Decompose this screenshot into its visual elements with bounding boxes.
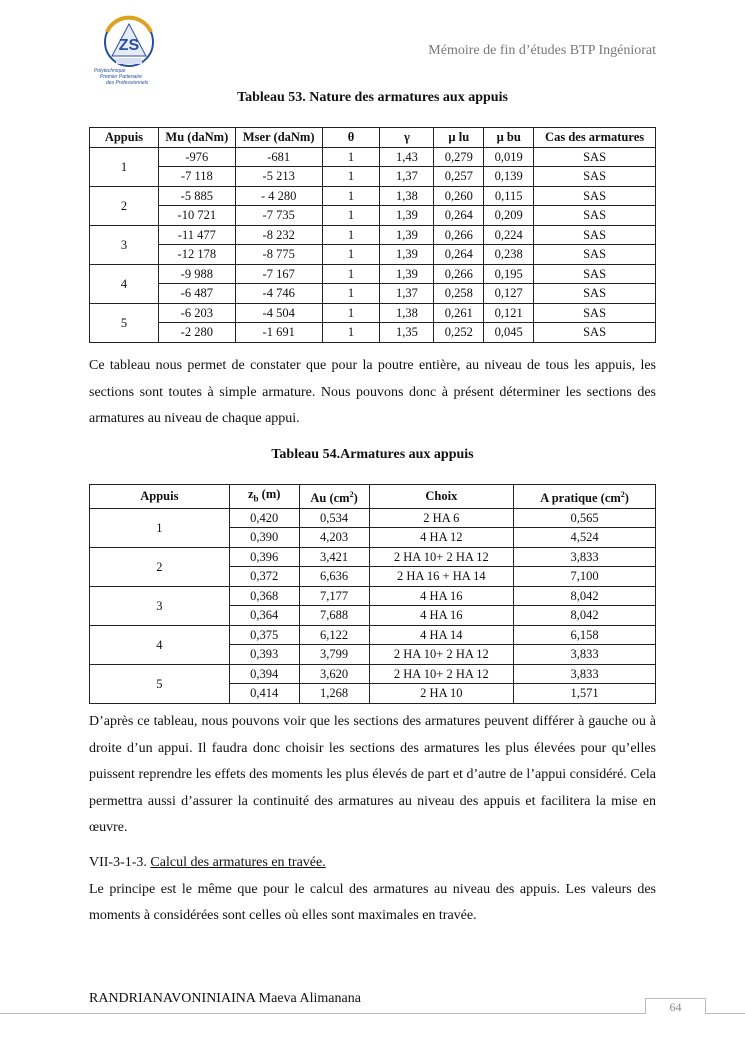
table-cell: -7 167 xyxy=(235,264,322,284)
table-cell: 0,565 xyxy=(514,508,656,528)
table-cell: 3,833 xyxy=(514,664,656,684)
logo-caption-line1: Polytechnique xyxy=(94,68,126,74)
table-cell: -8 232 xyxy=(235,225,322,245)
table-cell: 3,421 xyxy=(299,547,369,567)
table-cell: -8 775 xyxy=(235,245,322,265)
table-row xyxy=(90,147,656,167)
table-cell: 2 HA 16 + HA 14 xyxy=(369,567,514,587)
table-cell: - 4 280 xyxy=(235,186,322,206)
table-cell: 1 xyxy=(322,323,380,343)
table54-header-3: Choix xyxy=(369,485,514,509)
table-row xyxy=(90,264,656,284)
table-cell: 1 xyxy=(322,303,380,323)
table53-header-3: θ xyxy=(322,128,380,148)
appui-cell: 2 xyxy=(90,547,230,586)
table53-header-6: µ bu xyxy=(484,128,534,148)
table53-header-4: γ xyxy=(380,128,434,148)
table-cell: 4,203 xyxy=(299,528,369,548)
table-row xyxy=(90,245,656,265)
table-cell: -5 213 xyxy=(235,167,322,187)
table-row xyxy=(90,625,656,645)
logo-caption xyxy=(94,68,164,86)
table53-reinforcement-nature xyxy=(89,127,656,343)
table-row xyxy=(90,284,656,304)
table-cell: 7,100 xyxy=(514,567,656,587)
table-cell: 1 xyxy=(322,245,380,265)
paragraph-3: Le principe est le même que pour le calcul des armatures au niveau des appuis. Les valeurs des moments à considérées sont celles où elles sont maximales en travée. xyxy=(89,881,656,923)
table53-header-0: Appuis xyxy=(90,128,159,148)
table-cell: 1,37 xyxy=(380,284,434,304)
table-cell: -7 118 xyxy=(158,167,235,187)
table-cell: 0,534 xyxy=(299,508,369,528)
table-cell: 0,258 xyxy=(434,284,484,304)
appui-cell: 5 xyxy=(90,303,159,342)
table-cell: 1 xyxy=(322,284,380,304)
table53-header-row xyxy=(90,128,656,148)
table53-header-1: Mu (daNm) xyxy=(158,128,235,148)
appui-cell: 5 xyxy=(90,664,230,703)
table-cell: 6,636 xyxy=(299,567,369,587)
table-cell: 7,177 xyxy=(299,586,369,606)
table-cell: 1,39 xyxy=(380,245,434,265)
table-row xyxy=(90,303,656,323)
table54-header-0: Appuis xyxy=(90,485,230,509)
logo-caption-line3: des Professionnels xyxy=(106,80,149,86)
table-row xyxy=(90,323,656,343)
table-cell: -976 xyxy=(158,147,235,167)
table53-caption: Tableau 53. Nature des armatures aux appuis xyxy=(237,90,508,105)
table-cell: SAS xyxy=(534,167,656,187)
table-cell: 0,375 xyxy=(229,625,299,645)
table-cell: 4 HA 16 xyxy=(369,586,514,606)
footer-divider xyxy=(0,1013,745,1014)
table-row xyxy=(90,586,656,606)
table-row xyxy=(90,206,656,226)
table-cell: SAS xyxy=(534,323,656,343)
table-cell: 1 xyxy=(322,225,380,245)
section-title: Calcul des armatures en travée. xyxy=(150,855,326,870)
table-row xyxy=(90,664,656,684)
table-cell: 0,264 xyxy=(434,206,484,226)
table-cell: 3,799 xyxy=(299,645,369,665)
table-cell: 0,115 xyxy=(484,186,534,206)
table-cell: 2 HA 6 xyxy=(369,508,514,528)
table-cell: -12 178 xyxy=(158,245,235,265)
table-cell: 0,260 xyxy=(434,186,484,206)
table-cell: 2 HA 10+ 2 HA 12 xyxy=(369,664,514,684)
table-cell: 0,396 xyxy=(229,547,299,567)
table-cell: 1,39 xyxy=(380,206,434,226)
table-cell: 1,35 xyxy=(380,323,434,343)
table-cell: SAS xyxy=(534,225,656,245)
table-cell: 0,266 xyxy=(434,264,484,284)
section-heading xyxy=(89,850,656,877)
table-row xyxy=(90,547,656,567)
table-cell: 1 xyxy=(322,206,380,226)
document-header-title: Mémoire de fin d’études BTP Ingéniorat xyxy=(428,43,656,58)
table-cell: SAS xyxy=(534,284,656,304)
table-cell: SAS xyxy=(534,147,656,167)
table-cell: 4 HA 14 xyxy=(369,625,514,645)
appui-cell: 1 xyxy=(90,147,159,186)
table54-header-4: A pratique $(cm^2)$ xyxy=(514,485,656,509)
table-cell: -6 487 xyxy=(158,284,235,304)
table-cell: 1 xyxy=(322,147,380,167)
table-cell: SAS xyxy=(534,206,656,226)
table-cell: 0,264 xyxy=(434,245,484,265)
paragraph-1: Ce tableau nous permet de constater que pour la poutre entière, au niveau de tous les appuis, les sections sont toutes à simple armature. Nous pouvons donc à présent déterminer les sections des armatures au niveau de chaque appui. xyxy=(89,358,656,426)
page-number: 64 xyxy=(645,998,706,1014)
table-cell: 0,224 xyxy=(484,225,534,245)
table-cell: 4 HA 12 xyxy=(369,528,514,548)
table-cell: 6,122 xyxy=(299,625,369,645)
table-cell: 2 HA 10+ 2 HA 12 xyxy=(369,547,514,567)
appui-cell: 3 xyxy=(90,225,159,264)
table-cell: 1,38 xyxy=(380,303,434,323)
appui-cell: 4 xyxy=(90,625,230,664)
table-cell: 0,414 xyxy=(229,684,299,704)
table-cell: 3,620 xyxy=(299,664,369,684)
table-cell: -11 477 xyxy=(158,225,235,245)
appui-cell: 4 xyxy=(90,264,159,303)
table-cell: 2 HA 10 xyxy=(369,684,514,704)
table-cell: 1,39 xyxy=(380,225,434,245)
table-cell: 0,019 xyxy=(484,147,534,167)
table-cell: 0,257 xyxy=(434,167,484,187)
table-cell: 3,833 xyxy=(514,547,656,567)
footer-author: RANDRIANAVONINIAINA Maeva Alimanana xyxy=(89,991,361,1006)
section-number: VII-3-1-3. xyxy=(89,855,147,870)
table-cell: 1 xyxy=(322,264,380,284)
table54-header-row xyxy=(90,485,656,509)
section-block xyxy=(89,850,656,930)
table-cell: -6 203 xyxy=(158,303,235,323)
table-cell: 0,279 xyxy=(434,147,484,167)
table-cell: 0,394 xyxy=(229,664,299,684)
table-cell: SAS xyxy=(534,186,656,206)
table54-caption: Tableau 54.Armatures aux appuis xyxy=(271,447,474,462)
table54-reinforcement-supports xyxy=(89,484,656,704)
table-row xyxy=(90,508,656,528)
appui-cell: 3 xyxy=(90,586,230,625)
table53-header-7: Cas des armatures xyxy=(534,128,656,148)
table-cell: 0,364 xyxy=(229,606,299,626)
table-cell: 0,127 xyxy=(484,284,534,304)
table-cell: SAS xyxy=(534,303,656,323)
table-cell: 0,368 xyxy=(229,586,299,606)
table-cell: 1,43 xyxy=(380,147,434,167)
table-cell: 0,261 xyxy=(434,303,484,323)
table-cell: 0,266 xyxy=(434,225,484,245)
table-cell: 4,524 xyxy=(514,528,656,548)
table-cell: 0,420 xyxy=(229,508,299,528)
table53-header-2: Mser (daNm) xyxy=(235,128,322,148)
table-cell: 0,139 xyxy=(484,167,534,187)
table-cell: 0,372 xyxy=(229,567,299,587)
table-cell: 6,158 xyxy=(514,625,656,645)
table-cell: SAS xyxy=(534,264,656,284)
table-cell: 7,688 xyxy=(299,606,369,626)
table-cell: -5 885 xyxy=(158,186,235,206)
table-cell: 1,37 xyxy=(380,167,434,187)
logo-caption-line2: Premier Partenaire xyxy=(100,74,142,80)
table-cell: 8,042 xyxy=(514,606,656,626)
table-cell: -681 xyxy=(235,147,322,167)
table-cell: -4 504 xyxy=(235,303,322,323)
table-cell: -1 691 xyxy=(235,323,322,343)
table-cell: -9 988 xyxy=(158,264,235,284)
table-cell: -4 746 xyxy=(235,284,322,304)
table-cell: 2 HA 10+ 2 HA 12 xyxy=(369,645,514,665)
table-cell: -2 280 xyxy=(158,323,235,343)
table-cell: 0,252 xyxy=(434,323,484,343)
table-cell: -10 721 xyxy=(158,206,235,226)
table-cell: 4 HA 16 xyxy=(369,606,514,626)
table-cell: 3,833 xyxy=(514,645,656,665)
table-row xyxy=(90,225,656,245)
table-cell: 0,393 xyxy=(229,645,299,665)
table-cell: 0,195 xyxy=(484,264,534,284)
table-cell: 0,045 xyxy=(484,323,534,343)
table-row xyxy=(90,167,656,187)
appui-cell: 2 xyxy=(90,186,159,225)
table-row xyxy=(90,186,656,206)
table-cell: -7 735 xyxy=(235,206,322,226)
table54-header-2: Au $(cm^2)$ xyxy=(299,485,369,509)
table-cell: 0,390 xyxy=(229,528,299,548)
table-cell: 1,571 xyxy=(514,684,656,704)
table-cell: 1,39 xyxy=(380,264,434,284)
table-cell: 1,268 xyxy=(299,684,369,704)
logo-text: ZS xyxy=(118,37,140,54)
table-cell: SAS xyxy=(534,245,656,265)
table54-header-1: $z_b$ (m) xyxy=(229,485,299,509)
table-cell: 0,121 xyxy=(484,303,534,323)
table-cell: 0,238 xyxy=(484,245,534,265)
table-cell: 1 xyxy=(322,186,380,206)
appui-cell: 1 xyxy=(90,508,230,547)
table-cell: 1,38 xyxy=(380,186,434,206)
paragraph-2: D’après ce tableau, nous pouvons voir que les sections des armatures peuvent différer à gauche ou à droite d’un appui. Il faudra donc choisir les sections des armatures les plus élevées pour qu’elles puissent reprendre les effets des moments les plus élevés de part et d’autre de l’appui considéré. Cela permettra aussi d’assurer la continuité des armatures au niveau des appuis et facilitera la mise en œuvre. xyxy=(89,714,656,835)
table-cell: 0,209 xyxy=(484,206,534,226)
table-cell: 1 xyxy=(322,167,380,187)
table53-header-5: µ lu xyxy=(434,128,484,148)
table-cell: 8,042 xyxy=(514,586,656,606)
